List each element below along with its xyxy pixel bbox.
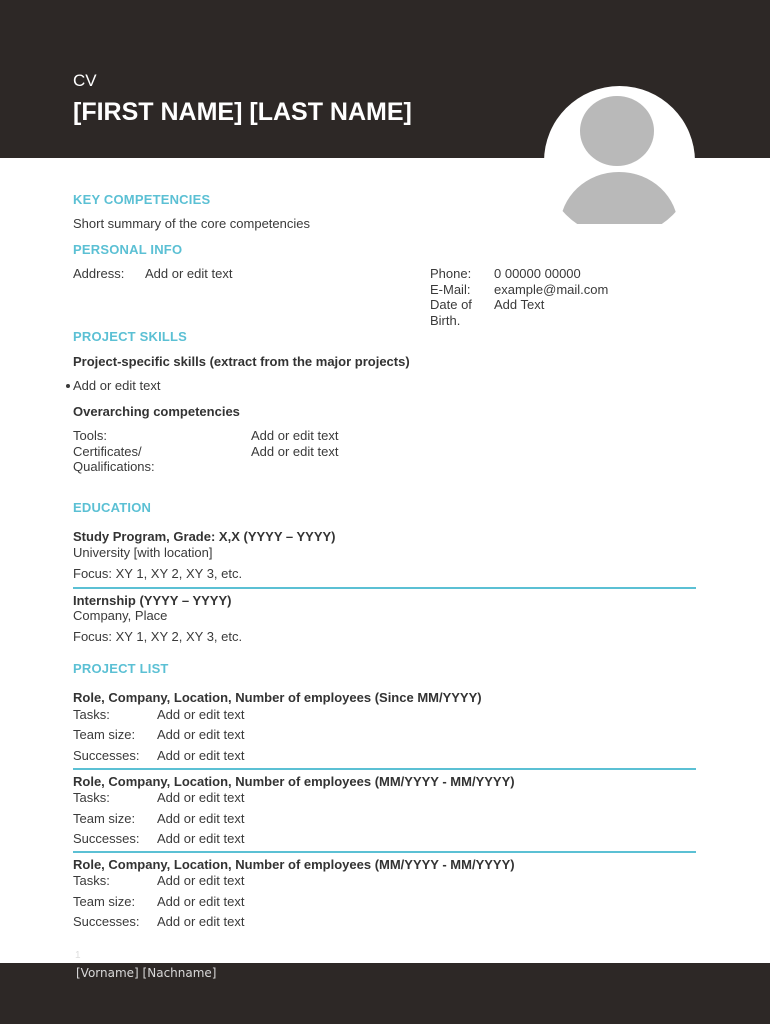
project-list-heading: PROJECT LIST xyxy=(73,661,169,676)
education-entry-focus[interactable]: Focus: XY 1, XY 2, XY 3, etc. xyxy=(73,566,243,581)
team-size-label: Team size: xyxy=(73,811,136,826)
team-size-label: Team size: xyxy=(73,727,136,742)
tools-value[interactable]: Add or edit text xyxy=(251,428,339,443)
tasks-label: Tasks: xyxy=(73,707,110,722)
avatar-body-icon xyxy=(560,172,678,237)
address-label: Address: xyxy=(73,266,125,281)
divider xyxy=(73,851,696,853)
education-entry-title[interactable]: Study Program, Grade: X,X (YYYY – YYYY) xyxy=(73,529,336,544)
email-value[interactable]: example@mail.com xyxy=(494,282,609,297)
tasks-value[interactable]: Add or edit text xyxy=(157,707,245,722)
tasks-label: Tasks: xyxy=(73,873,110,888)
successes-label: Successes: xyxy=(73,748,140,763)
tasks-value[interactable]: Add or edit text xyxy=(157,873,245,888)
education-entry-place[interactable]: University [with location] xyxy=(73,545,213,560)
divider xyxy=(73,768,696,770)
education-entry-title[interactable]: Internship (YYYY – YYYY) xyxy=(73,593,232,608)
tools-label: Tools: xyxy=(73,428,107,443)
key-competencies-summary[interactable]: Short summary of the core competencies xyxy=(73,216,310,231)
tasks-label: Tasks: xyxy=(73,790,110,805)
dob-value[interactable]: Add Text xyxy=(494,297,545,312)
bullet-icon xyxy=(66,384,70,388)
footer-name[interactable]: [Vorname] [Nachname] xyxy=(76,966,217,980)
address-value[interactable]: Add or edit text xyxy=(145,266,233,281)
email-label: E-Mail: xyxy=(430,282,471,297)
successes-value[interactable]: Add or edit text xyxy=(157,748,245,763)
name-title[interactable]: [FIRST NAME] [LAST NAME] xyxy=(73,98,412,126)
team-size-label: Team size: xyxy=(73,894,136,909)
divider xyxy=(73,587,696,589)
overarching-competencies-title: Overarching competencies xyxy=(73,404,240,419)
personal-info-heading: PERSONAL INFO xyxy=(73,242,183,257)
certificates-label-line-1: Certificates/ xyxy=(73,444,142,459)
project-specific-skills-title: Project-specific skills (extract from the major projects) xyxy=(73,354,410,369)
successes-label: Successes: xyxy=(73,914,140,929)
avatar-head-icon xyxy=(580,96,654,166)
cv-label: CV xyxy=(73,71,97,90)
successes-value[interactable]: Add or edit text xyxy=(157,914,245,929)
team-size-value[interactable]: Add or edit text xyxy=(157,894,245,909)
team-size-value[interactable]: Add or edit text xyxy=(157,811,245,826)
key-competencies-heading: KEY COMPETENCIES xyxy=(73,192,211,207)
phone-label: Phone: xyxy=(430,266,472,281)
successes-value[interactable]: Add or edit text xyxy=(157,831,245,846)
project-specific-skill-item[interactable]: Add or edit text xyxy=(73,378,161,393)
dob-label-line-2: Birth. xyxy=(430,313,461,328)
successes-label: Successes: xyxy=(73,831,140,846)
profile-photo-placeholder[interactable] xyxy=(544,86,695,237)
tasks-value[interactable]: Add or edit text xyxy=(157,790,245,805)
education-entry-place[interactable]: Company, Place xyxy=(73,608,168,623)
certificates-value[interactable]: Add or edit text xyxy=(251,444,339,459)
team-size-value[interactable]: Add or edit text xyxy=(157,727,245,742)
phone-value[interactable]: 0 00000 00000 xyxy=(494,266,581,281)
project-title[interactable]: Role, Company, Location, Number of employees (Since MM/YYYY) xyxy=(73,690,482,705)
certificates-label-line-2: Qualifications: xyxy=(73,459,155,474)
education-heading: EDUCATION xyxy=(73,500,152,515)
dob-label-line-1: Date of xyxy=(430,297,472,312)
project-title[interactable]: Role, Company, Location, Number of employees (MM/YYYY - MM/YYYY) xyxy=(73,857,515,872)
page-number: 1 xyxy=(75,950,81,961)
project-title[interactable]: Role, Company, Location, Number of employees (MM/YYYY - MM/YYYY) xyxy=(73,774,515,789)
education-entry-focus[interactable]: Focus: XY 1, XY 2, XY 3, etc. xyxy=(73,629,243,644)
project-skills-heading: PROJECT SKILLS xyxy=(73,329,188,344)
